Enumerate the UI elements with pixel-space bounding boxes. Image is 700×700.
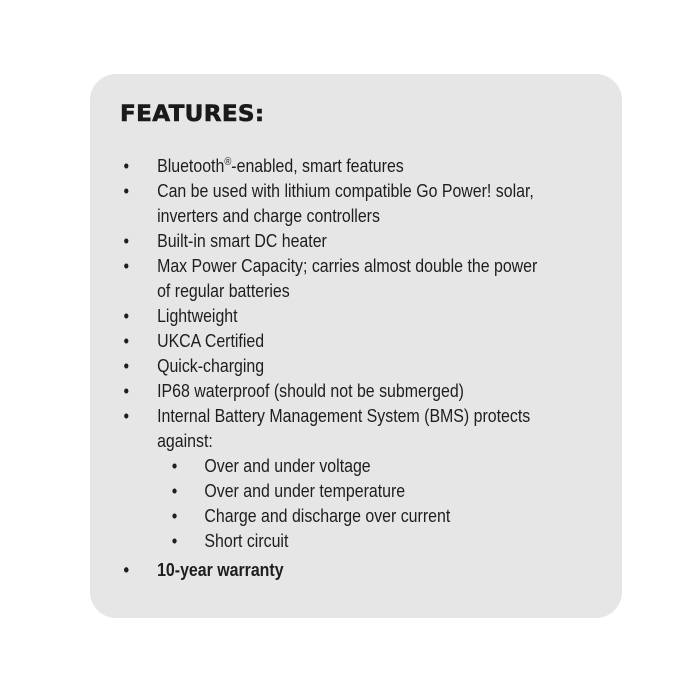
sub-list-item: • Over and under voltage [171, 455, 371, 476]
list-item: • Bluetooth®-enabled, smart features [123, 155, 404, 176]
bullet-icon: • [123, 230, 130, 251]
features-card [90, 74, 622, 618]
list-item: • UKCA Certified [123, 330, 265, 351]
list-item: • Quick-charging [123, 355, 265, 376]
bullet-icon: • [123, 330, 130, 351]
list-item: • Internal Battery Management System (BMS) protects against: [123, 405, 531, 451]
bullet-icon: • [123, 355, 130, 376]
warranty-item: • 10-year warranty [123, 559, 284, 580]
bullet-icon: • [123, 180, 130, 201]
list-item: • Max Power Capacity; carries almost double the power of regular batteries [123, 255, 538, 301]
list-item: • IP68 waterproof (should not be submerged) [123, 380, 464, 401]
features-heading: FEATURES: [120, 102, 265, 127]
bullet-icon: • [171, 480, 178, 501]
bullet-icon: • [171, 530, 178, 551]
bullet-icon: • [123, 380, 130, 401]
sub-list-item: • Charge and discharge over current [171, 505, 451, 526]
bullet-icon: • [171, 455, 178, 476]
bullet-icon: • [123, 559, 130, 580]
sub-list-item: • Short circuit [171, 530, 289, 551]
sub-list-item: • Over and under temperature [171, 480, 406, 501]
bullet-icon: • [123, 155, 130, 176]
list-item: • Lightweight [123, 305, 238, 326]
bullet-icon: • [123, 255, 130, 276]
bullet-icon: • [123, 305, 130, 326]
list-item: • Built-in smart DC heater [123, 230, 327, 251]
bullet-icon: • [171, 505, 178, 526]
features-list [90, 153, 606, 582]
bullet-icon: • [123, 405, 130, 426]
list-item: • Can be used with lithium compatible Go Power! solar, inverters and charge controllers [123, 180, 534, 226]
